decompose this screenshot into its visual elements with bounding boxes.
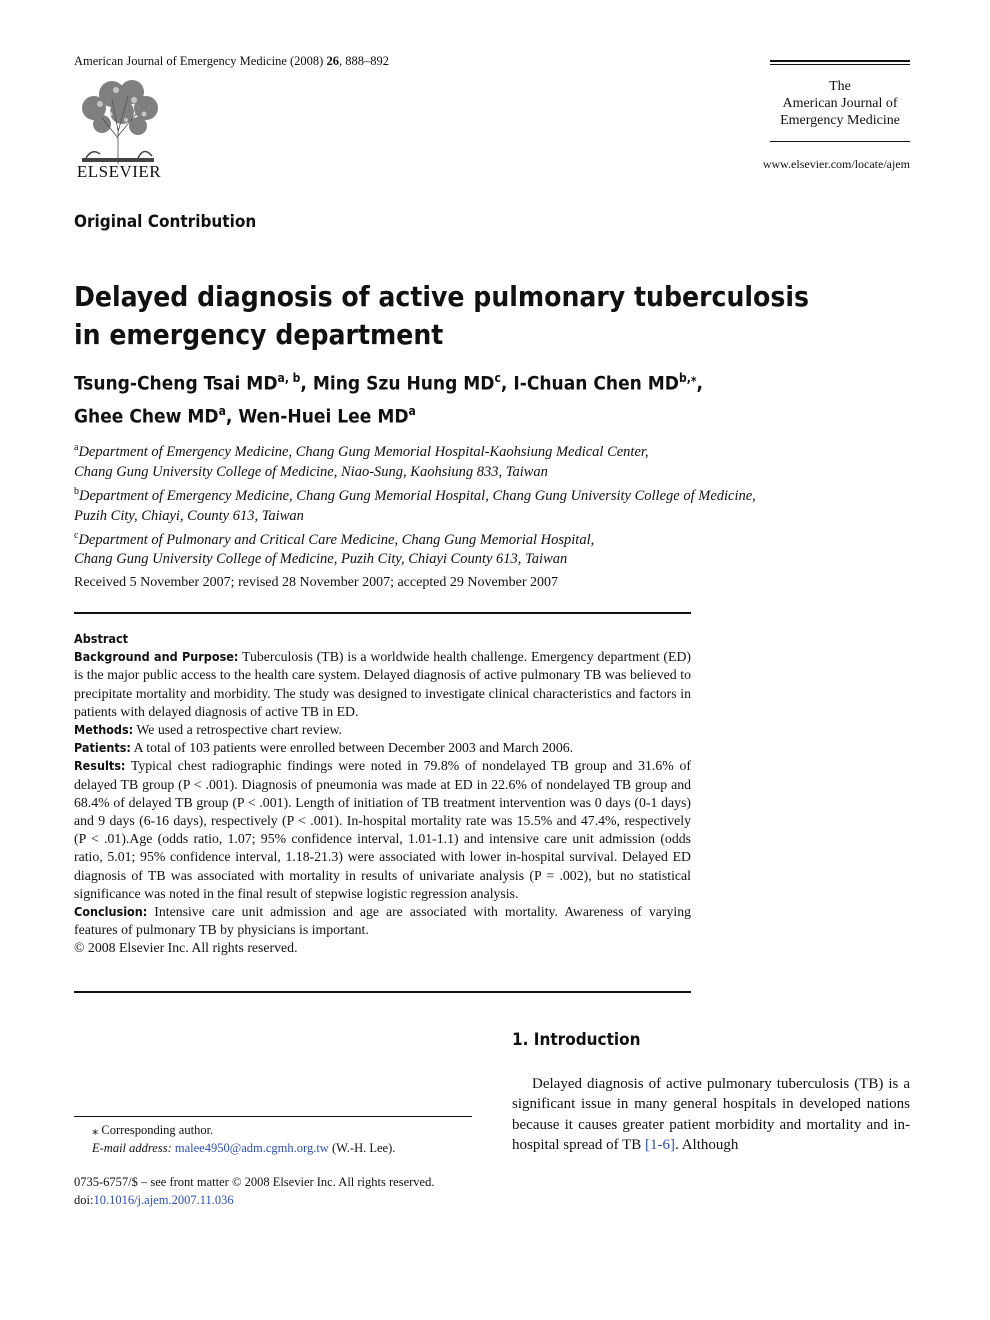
- abstract: [74, 630, 691, 958]
- author-name: I-Chuan Chen MD: [513, 372, 680, 395]
- author-affil-sup: c: [494, 371, 501, 385]
- reference-link[interactable]: [1-6]: [645, 1136, 676, 1153]
- abstract-copyright: © 2008 Elsevier Inc. All rights reserved.: [74, 940, 298, 956]
- author-affil-sup: b,⁎: [679, 371, 697, 385]
- author-affil-sup: a: [218, 404, 226, 419]
- issn-line: 0735-6757/$ – see front matter © 2008 Elsevier Inc. All rights reserved.: [74, 1175, 435, 1189]
- journal-volume: 26: [326, 54, 339, 68]
- publisher-logo-text: ELSEVIER: [76, 162, 162, 181]
- abstract-conclusion: Conclusion: Intensive care unit admission and age are associated with mortality. Awareness of varying features of pulmonary TB by physicians is important.: [74, 904, 691, 938]
- abstract-background: Background and Purpose: Tuberculosis (TB) is a worldwide health challenge. Emergency department (ED) is the major public access to the health care system. Delayed diagnosis of active pulmonary TB was believed to precipitate mortality and morbidity. The study was designed to investigate clinical characteristics and factors in patients with delayed diagnosis of active TB in ED.: [74, 649, 691, 719]
- abstract-rule-top: [74, 612, 691, 614]
- header-rule-top: [770, 60, 910, 62]
- article-title: Delayed diagnosis of active pulmonary tuberculosis in emergency department: [74, 280, 809, 351]
- author-list: [74, 364, 894, 431]
- doi-line: doi:10.1016/j.ajem.2007.11.036: [74, 1193, 234, 1207]
- author-affil-sup: a, b: [277, 371, 301, 385]
- affiliation-c: $^c$Department of Pulmonary and Critical Care Medicine, Chang Gung Memorial Hospital,: [74, 529, 595, 548]
- received-dates: Received 5 November 2007; revised 28 November 2007; accepted 29 November 2007: [74, 575, 559, 590]
- abstract-patients: Patients: A total of 103 patients were enrolled between December 2003 and March 2006.: [74, 740, 574, 756]
- section-label: Original Contribution: [74, 212, 257, 232]
- author-name: Ming Szu Hung MD: [312, 372, 495, 395]
- abstract-heading: Abstract: [74, 631, 129, 646]
- abstract-rule-bottom: [74, 991, 691, 993]
- abstract-methods: Methods: We used a retrospective chart review.: [74, 722, 343, 738]
- issn-doi: [74, 1173, 494, 1209]
- doi-link[interactable]: 10.1016/j.ajem.2007.11.036: [93, 1193, 234, 1207]
- author-line-2: Ghee Chew $MD^a$, Wen-Huei Lee $MD^a$: [74, 404, 416, 428]
- footnote-rule: [74, 1116, 472, 1117]
- journal-citation: American Journal of Emergency Medicine (2008) 26, 888–892: [74, 54, 389, 68]
- journal-name: The American Journal of Emergency Medicine: [780, 79, 900, 128]
- introduction-text: Delayed diagnosis of active pulmonary tuberculosis (TB) is a significant issue in many general hospitals in developed nations because it causes greater patient morbidity and mortality and in-hospital spread of TB [1-6]. Although: [512, 1076, 910, 1153]
- author-line-1: Tsung-Cheng Tsai MD$^{a, b}$, Ming Szu Hung $MD^c$, I-Chuan Chen $MD^{b,⁎}$,: [74, 371, 703, 395]
- author-name: Ghee Chew MD: [74, 405, 219, 428]
- footnotes: [74, 1121, 474, 1157]
- author-name: Tsung-Cheng Tsai MD: [74, 372, 278, 395]
- affiliations: $^a$Department of Emergency Medicine, Chang Gung Memorial Hospital-Kaohsiung Medical Center, Chang Gung University College of Medicine, Niao-Sung, Kaohsiung 833, Taiwan $^b$Department of Emergency Medicine, Chang Gung Memorial Hospital, Chang Gung University College of Medicine, Puzih City, Chiayi, County 613, Taiwan $^c$Department of Pulmonary and Critical Care Medicine, Chang Gung Memorial Hospital, Chang Gung University College of Medicine, Puzih City, Chiayi County 613, Taiwan: [74, 438, 894, 569]
- author-name: Wen-Huei Lee MD: [238, 405, 409, 428]
- affiliation-b: $^b$Department of Emergency Medicine, Chang Gung Memorial Hospital, Chang Gung University College of Medicine,: [74, 485, 756, 504]
- journal-pages: , 888–892: [338, 54, 389, 68]
- affiliation-a: $^a$Department of Emergency Medicine, Chang Gung Memorial Hospital-Kaohsiung Medical Center,: [74, 442, 649, 460]
- corresponding-author-note: ⁎ Corresponding author.: [92, 1123, 214, 1137]
- journal-url[interactable]: www.elsevier.com/locate/ajem: [762, 157, 910, 171]
- header-rule-second: [770, 64, 910, 65]
- introduction-heading: 1. Introduction: [512, 1030, 641, 1050]
- email-note: E-mail address: malee4950@adm.cgmh.org.tw (W.-H. Lee).: [92, 1141, 396, 1155]
- abstract-results: Results: Typical chest radiographic findings were noted in 79.8% of nondelayed TB group and 31.6% of delayed TB group (P < .001). Diagnosis of pneumonia was made at ED in 22.6% of nondelayed TB group and 68.4% of delayed TB group (P < .001). Length of initiation of TB treatment intervention was 0 days (0-1 days) and 9 days (6-16 days), respectively (P < .001). In-hospital mortality rate was 15.5% and 47.4%, respectively (P < .01).Age (odds ratio, 1.07; 95% confidence interval, 1.01-1.1) and intensive care unit admission (odds ratio, 5.01; 95% confidence interval, 1.18-21.3) were associated with lower in-hospital survival. Delayed ED diagnosis of TB was associated with mortality in results of univariate analysis (P = .002), but no statistical significance was noted in the final result of stepwise logistic regression analysis.: [74, 758, 692, 901]
- email-link[interactable]: malee4950@adm.cgmh.org.tw: [174, 1141, 329, 1155]
- author-affil-sup: a: [408, 404, 416, 419]
- header-rule-bottom: [770, 141, 910, 142]
